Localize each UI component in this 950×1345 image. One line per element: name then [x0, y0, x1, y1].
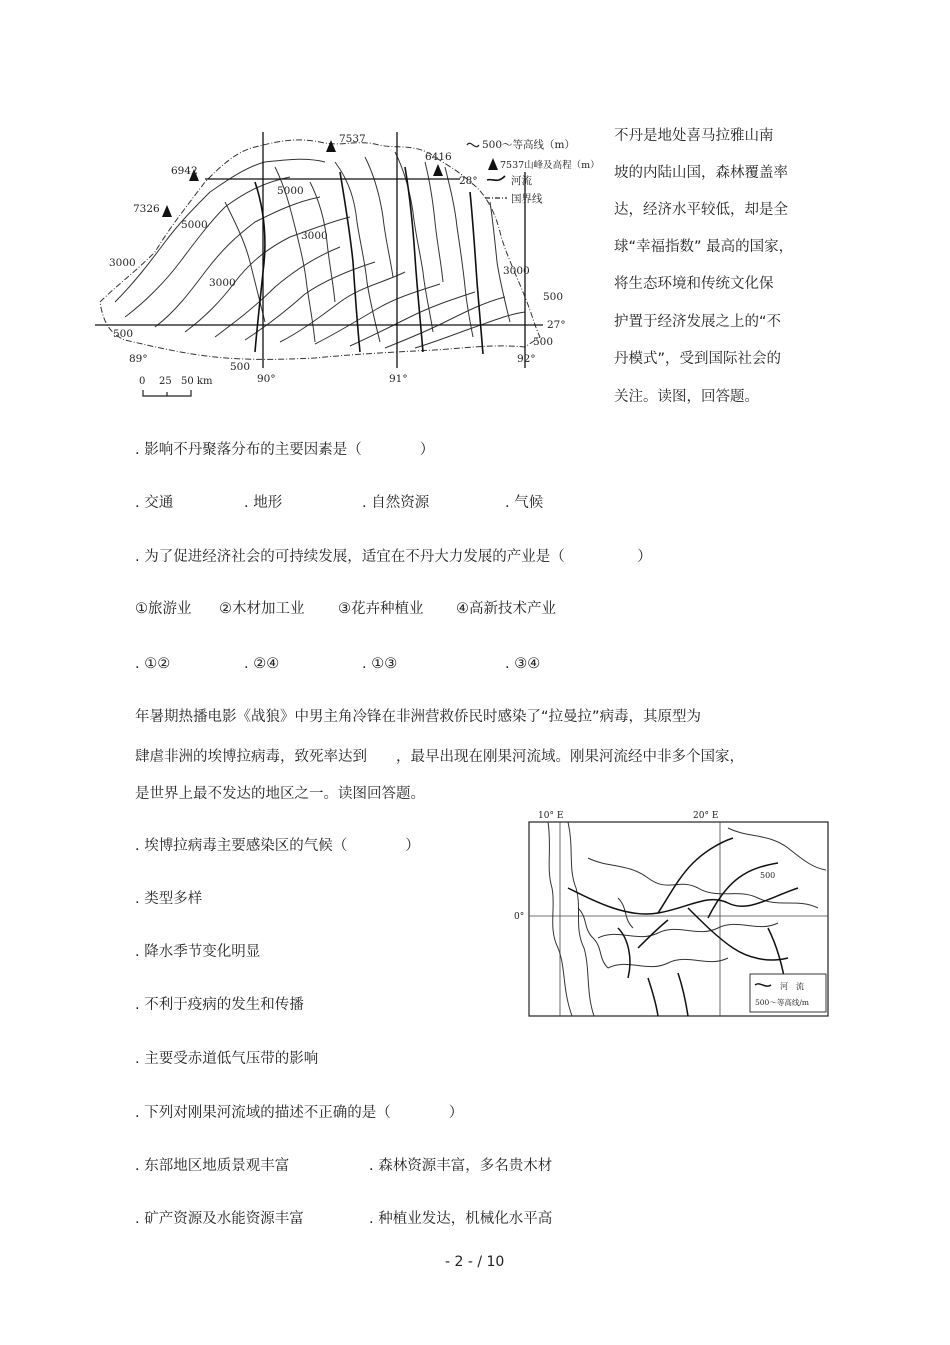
q2-item-1: ①旅游业	[135, 601, 192, 617]
scale-bar	[139, 376, 213, 396]
lon-label: 20° E	[693, 811, 719, 821]
legend-river: 河流	[511, 175, 532, 187]
lon-label: 10° E	[538, 811, 564, 821]
contour-label: 500	[543, 291, 564, 303]
q4-option-a: . 东部地区地质景观丰富	[135, 1158, 290, 1174]
peak-label: 6942	[171, 165, 198, 177]
legend-peak: 7537山峰及高程（m）	[500, 160, 600, 171]
q2-option-c: . ①③	[362, 656, 398, 672]
q1-option-b: . 地形	[244, 495, 283, 511]
lon-label: 89°	[129, 353, 148, 365]
contour-label: 3000	[301, 230, 328, 242]
svg-text:0: 0	[139, 376, 146, 387]
map-legend	[467, 138, 600, 205]
contour-label: 3000	[503, 265, 530, 277]
peak-label: 6416	[425, 151, 452, 163]
q3-option-c: . 不利于疫病的发生和传播	[135, 997, 304, 1013]
lon-label: 91°	[389, 373, 408, 385]
question-3-stem: . 埃博拉病毒主要感染区的气候（ ）	[135, 838, 420, 854]
q2-item-2: ②木材加工业	[219, 601, 305, 617]
legend-border: 国界线	[511, 193, 543, 205]
contour-label: 3000	[209, 277, 236, 289]
passage-2-line: 年暑期热播电影《战狼》中男主角冷锋在非洲营救侨民时感染了“拉曼拉”病毒，其原型为	[135, 709, 702, 725]
q3-option-b: . 降水季节变化明显	[135, 944, 261, 960]
q4-option-c: . 矿产资源及水能资源丰富	[135, 1211, 304, 1227]
q2-option-d: . ③④	[505, 656, 541, 672]
lat-label: 27°	[547, 319, 566, 331]
lon-label: 92°	[517, 353, 536, 365]
svg-text:河 流: 河 流	[780, 982, 804, 991]
contour-label: 3000	[109, 257, 136, 269]
lat-label: 0°	[514, 912, 525, 922]
question-1-stem: . 影响不丹聚落分布的主要因素是（ ）	[135, 442, 435, 458]
q1-option-d: . 气候	[505, 495, 544, 511]
svg-text:25: 25	[159, 376, 172, 387]
question-2-stem: . 为了促进经济社会的可持续发展，适宜在不丹大力发展的产业是（ ）	[135, 549, 652, 565]
congo-map-legend	[750, 974, 826, 1012]
q4-option-b: . 森林资源丰富，多名贵木材	[369, 1158, 553, 1174]
q2-option-a: . ①②	[135, 656, 171, 672]
lat-label: 28°	[459, 175, 478, 187]
bhutan-contour-map	[95, 122, 605, 410]
q3-option-d: . 主要受赤道低气压带的影响	[135, 1051, 319, 1067]
peak-label: 7326	[133, 203, 160, 215]
passage-2-line: 肆虐非洲的埃博拉病毒，致死率达到 ，最早出现在刚果河流域。刚果河流经中非多个国家，	[135, 749, 744, 765]
contour-label: 500	[113, 328, 134, 340]
q3-option-a: . 类型多样	[135, 891, 203, 907]
q2-option-b: . ②④	[244, 656, 280, 672]
svg-text:500～等高线/m: 500～等高线/m	[755, 998, 809, 1007]
q1-option-a: . 交通	[135, 495, 174, 511]
congo-basin-map	[514, 808, 830, 1020]
svg-text:50 km: 50 km	[181, 376, 213, 387]
q2-item-4: ④高新技术产业	[456, 601, 556, 617]
contour-label: 5000	[277, 185, 304, 197]
question-4-stem: . 下列对刚果河流域的描述不正确的是（ ）	[135, 1105, 464, 1121]
q4-option-d: . 种植业发达，机械化水平高	[369, 1211, 553, 1227]
contour-label: 500	[760, 871, 776, 880]
legend-contour: 500～等高线（m）	[482, 139, 575, 151]
page-number: - 2 - / 10	[445, 1254, 505, 1270]
lon-label: 90°	[257, 373, 276, 385]
contour-label: 500	[533, 336, 554, 348]
passage-2-line: 是世界上最不发达的地区之一。读图回答题。	[135, 786, 425, 802]
q2-item-3: ③花卉种植业	[338, 601, 424, 617]
q1-option-c: . 自然资源	[362, 495, 430, 511]
contour-label: 5000	[181, 219, 208, 231]
contour-label: 500	[230, 361, 251, 373]
peak-label: 7537	[339, 133, 366, 145]
